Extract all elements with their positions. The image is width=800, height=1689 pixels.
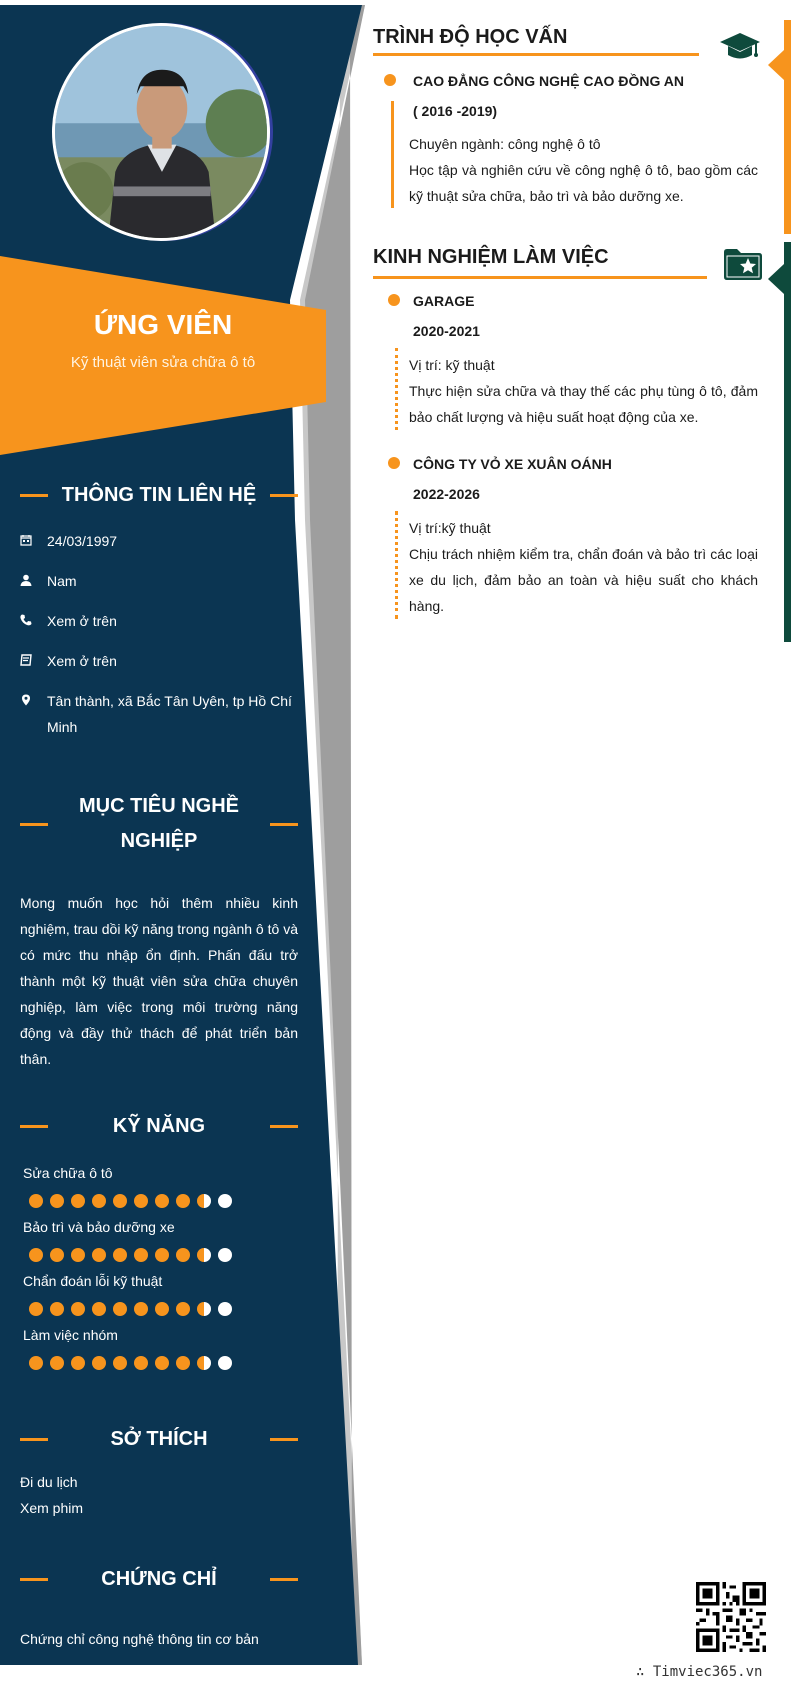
- skill-dot: [71, 1194, 85, 1208]
- skills-heading-text: KỸ NĂNG: [112, 1115, 206, 1137]
- skill-dot: [92, 1356, 106, 1370]
- skill-dot: [155, 1248, 169, 1262]
- skill-dot: [92, 1194, 106, 1208]
- timeline-bullet: [388, 457, 400, 469]
- heading-dash: [20, 1125, 48, 1128]
- skill-dot: [50, 1356, 64, 1370]
- education-description: Học tập và nghiên cứu về công nghệ ô tô, bao gồm các kỹ thuật sửa chữa, bảo trì và bảo dưỡng xe.: [409, 162, 758, 204]
- heading-dash: [20, 823, 48, 826]
- job-company: CÔNG TY VỎ XE XUÂN OÁNH: [413, 456, 612, 472]
- timeline-line: [395, 511, 398, 619]
- skill-dot: [197, 1248, 211, 1262]
- skill-dot: [92, 1302, 106, 1316]
- brand-watermark: ∴ Timviec365.vn: [636, 1664, 763, 1680]
- skill-dot: [50, 1302, 64, 1316]
- graduation-cap-icon: [718, 30, 762, 69]
- skill-dot: [50, 1194, 64, 1208]
- contact-address-text: Tân thành, xã Bắc Tân Uyên, tp Hồ Chí Minh: [47, 693, 292, 735]
- calendar-icon: [20, 528, 47, 554]
- skill-dot: [71, 1356, 85, 1370]
- skill-dot: [50, 1248, 64, 1262]
- job-period: 2022-2026: [413, 486, 480, 502]
- skill-dot: [134, 1302, 148, 1316]
- skill-dot: [197, 1356, 211, 1370]
- skill-dot: [197, 1194, 211, 1208]
- skill-rating: [29, 1302, 232, 1316]
- skill-dot: [176, 1248, 190, 1262]
- contact-address: [20, 688, 300, 740]
- skill-rating: [29, 1194, 232, 1208]
- contact-email-text: Xem ở trên: [47, 653, 117, 669]
- timeline-line: [395, 348, 398, 430]
- certificate-item: Chứng chỉ công nghệ thông tin cơ bản: [20, 1631, 259, 1647]
- education-period: ( 2016 -2019): [413, 103, 498, 119]
- heading-dash: [270, 1438, 298, 1441]
- heading-dash: [270, 1578, 298, 1581]
- heading-dash: [270, 1125, 298, 1128]
- timeline-bullet: [384, 74, 396, 86]
- skill-dot: [71, 1248, 85, 1262]
- skill-name: Bảo trì và bảo dưỡng xe: [23, 1219, 175, 1235]
- contact-gender: [20, 568, 300, 594]
- job-company: GARAGE: [413, 293, 475, 309]
- objective-text: Mong muốn học hỏi thêm nhiều kinh nghiệm, trau dồi kỹ năng trong ngành ô tô và có mức thu nhập ổn định. Phấn đấu trở thành một kỹ thuật viên sửa chữa chuyên nghiệp, làm việc trong môi trường năng động và đầy thử thách để phát triển bản thân.: [20, 895, 298, 1067]
- heading-dash: [270, 494, 298, 497]
- contact-email: [20, 648, 300, 674]
- qr-code: [696, 1582, 766, 1652]
- experience-accent-arrow: [768, 264, 784, 294]
- heading-dash: [20, 494, 48, 497]
- heading-underline: [373, 53, 699, 56]
- skill-dot: [113, 1248, 127, 1262]
- job-position: Vị trí: kỹ thuật: [409, 357, 495, 373]
- skill-dot: [29, 1194, 43, 1208]
- skill-dot: [155, 1356, 169, 1370]
- skill-dot: [134, 1356, 148, 1370]
- email-icon: [20, 648, 47, 674]
- contact-gender-text: Nam: [47, 573, 77, 589]
- skill-dot: [218, 1356, 232, 1370]
- skill-dot: [134, 1194, 148, 1208]
- job-period: 2020-2021: [413, 323, 480, 339]
- contact-phone-text: Xem ở trên: [47, 613, 117, 629]
- heading-dash: [20, 1438, 48, 1441]
- contact-phone: [20, 608, 300, 634]
- skill-name: Làm việc nhóm: [23, 1327, 118, 1343]
- job-description: Chịu trách nhiệm kiểm tra, chẩn đoán và bảo trì các loại xe du lịch, đảm bảo an toàn và hiệu suất cho khách hàng.: [409, 546, 758, 614]
- skill-dot: [92, 1248, 106, 1262]
- skill-dot: [155, 1194, 169, 1208]
- education-school: CAO ĐẲNG CÔNG NGHỆ CAO ĐỒNG AN: [413, 73, 684, 89]
- objective-heading: [20, 789, 298, 859]
- contact-heading: [20, 478, 298, 513]
- hobby-item: Xem phim: [20, 1500, 84, 1516]
- skill-dot: [29, 1356, 43, 1370]
- experience-accent-bar: [784, 242, 791, 642]
- skill-dot: [176, 1356, 190, 1370]
- skill-dot: [29, 1248, 43, 1262]
- skill-rating: [29, 1356, 232, 1370]
- hobbies-heading-text: SỞ THÍCH: [110, 1428, 208, 1450]
- skill-dot: [29, 1302, 43, 1316]
- education-accent-bar: [784, 20, 791, 234]
- phone-icon: [20, 608, 47, 634]
- user-icon: [20, 568, 47, 594]
- hobby-item: Đi du lịch: [20, 1474, 78, 1490]
- contact-heading-text: THÔNG TIN LIÊN HỆ: [61, 484, 257, 506]
- job-position: Vị trí:kỹ thuật: [409, 520, 491, 536]
- skill-dot: [176, 1302, 190, 1316]
- folder-star-icon: [723, 246, 763, 287]
- objective-heading-text: MỤC TIÊU NGHỀ NGHIỆP: [79, 795, 239, 852]
- contact-birthday-text: 24/03/1997: [47, 533, 118, 549]
- skill-dot: [134, 1248, 148, 1262]
- skill-dot: [113, 1356, 127, 1370]
- skill-dot: [113, 1194, 127, 1208]
- heading-dash: [270, 823, 298, 826]
- skill-dot: [218, 1302, 232, 1316]
- skill-dot: [218, 1194, 232, 1208]
- avatar: [52, 23, 270, 241]
- skill-dot: [113, 1302, 127, 1316]
- experience-heading: KINH NGHIỆM LÀM VIỆC: [373, 246, 609, 268]
- education-accent-arrow: [768, 50, 784, 80]
- skills-heading: [20, 1109, 298, 1144]
- skill-dot: [218, 1248, 232, 1262]
- skill-name: Chẩn đoán lỗi kỹ thuật: [23, 1273, 163, 1289]
- education-heading: TRÌNH ĐỘ HỌC VẤN: [373, 26, 568, 48]
- skill-dot: [176, 1194, 190, 1208]
- certificates-heading-text: CHỨNG CHỈ: [101, 1568, 217, 1590]
- contact-birthday: [20, 528, 300, 554]
- heading-dash: [20, 1578, 48, 1581]
- skill-dot: [71, 1302, 85, 1316]
- certificates-heading: [20, 1562, 298, 1597]
- candidate-role: Kỹ thuật viên sửa chữa ô tô: [70, 354, 256, 371]
- timeline-bullet: [388, 294, 400, 306]
- skill-name: Sửa chữa ô tô: [23, 1165, 113, 1181]
- skill-dot: [197, 1302, 211, 1316]
- location-icon: [20, 688, 47, 740]
- timeline-line: [391, 101, 394, 208]
- hobbies-heading: [20, 1422, 298, 1457]
- candidate-name: ỨNG VIÊN: [93, 309, 233, 340]
- education-major: Chuyên ngành: công nghệ ô tô: [409, 136, 601, 152]
- skill-rating: [29, 1248, 232, 1262]
- skill-dot: [155, 1302, 169, 1316]
- job-description: Thực hiện sửa chữa và thay thế các phụ tùng ô tô, đảm bảo chất lượng và hiệu suất hoạt động của xe.: [409, 383, 758, 425]
- heading-underline: [373, 276, 707, 279]
